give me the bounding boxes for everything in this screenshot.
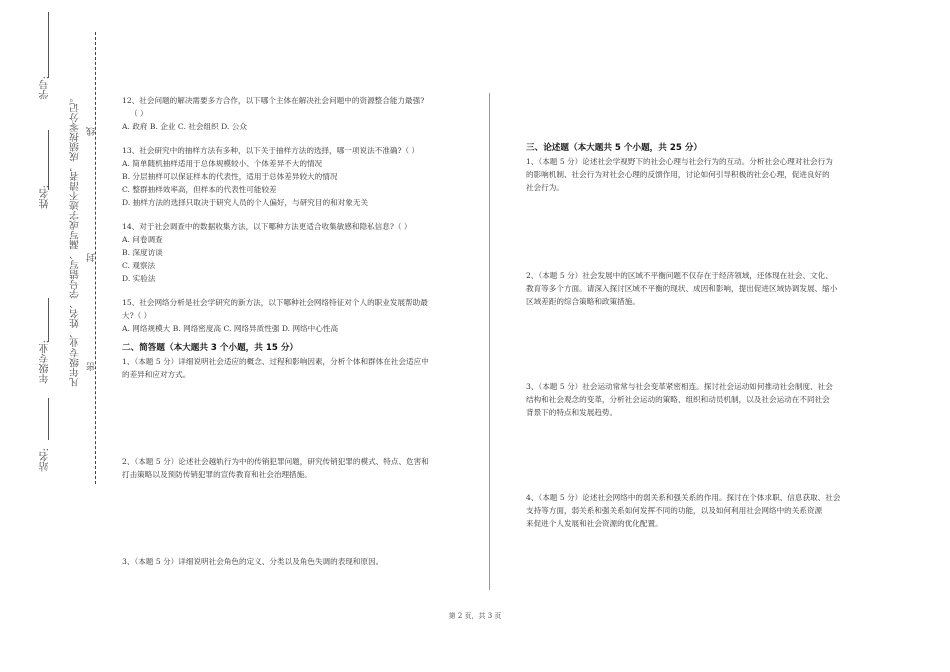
short-answer-3-line1: 3、（本题 5 分）详细说明社会角色的定义、分类以及角色失调的表现和原因。 bbox=[122, 557, 384, 566]
essay-1-line3: 社会行为。 bbox=[526, 183, 564, 192]
essay-2-line1: 2、（本题 5 分）社会发展中的区域不平衡问题不仅存在于经济领域，还体现在社会、文化、 bbox=[526, 271, 833, 280]
q15-stem-line2: 大?（ ） bbox=[122, 311, 152, 320]
column-divider bbox=[489, 93, 490, 590]
section2-title: 二、简答题（本大题共 3 个小题，共 15 分） bbox=[122, 343, 299, 353]
q14-option-b: B. 深度访谈 bbox=[122, 248, 163, 257]
short-answer-2-line2: 打击策略以及预防传销犯罪的宣传教育和社会治理措施。 bbox=[122, 470, 312, 479]
seal-mark-mi: 密 bbox=[87, 362, 97, 371]
essay-block-2 bbox=[526, 269, 876, 308]
q12-bracket: （ ） bbox=[130, 109, 148, 118]
binding-notice: 凡年级专业、姓名、学号错写、漏写或字迹不清者，成绩按零分记。 bbox=[70, 93, 81, 387]
seal-dashed-line bbox=[95, 32, 96, 484]
venue-underline bbox=[48, 398, 49, 440]
q12-stem: 12、社会问题的解决需要多方合作，以下哪个主体在解决社会问题中的资源整合能力最强? bbox=[122, 96, 425, 105]
student-id-label: 学号: bbox=[40, 76, 51, 100]
seal-mark-xian: 线 bbox=[87, 127, 97, 136]
essay-3-line2: 结构和社会观念的变革，分析社会运动的策略、组织和动员机制，以及社会运动在不同社会 bbox=[526, 395, 830, 404]
essay-3-line3: 背景下的特点和发展趋势。 bbox=[526, 408, 618, 417]
short-answer-2 bbox=[122, 455, 482, 481]
short-answer-2-line1: 2、（本题 5 分）论述社会越轨行为中的传销犯罪问题，研究传销犯罪的模式、特点、危害和 bbox=[122, 457, 429, 466]
q12-options: A. 政府 B. 企业 C. 社会组织 D. 公众 bbox=[122, 122, 247, 131]
q14-option-d: D. 实验法 bbox=[122, 274, 156, 283]
q14-option-a: A. 问卷调查 bbox=[122, 235, 163, 244]
q13-stem: 13、社会研究中的抽样方法有多种，以下关于抽样方法的选择，哪一项说法不准确?（ ） bbox=[122, 146, 420, 155]
left-column bbox=[122, 94, 482, 381]
essay-block-3 bbox=[526, 380, 876, 419]
q13-option-a: A. 简单随机抽样适用于总体规模较小、个体差异不大的情况 bbox=[122, 159, 323, 168]
grade-major-underline bbox=[48, 298, 49, 342]
essay-block-1 bbox=[526, 141, 876, 194]
q14-option-c: C. 观察法 bbox=[122, 261, 156, 270]
essay-block-4 bbox=[526, 491, 876, 530]
name-label: 姓名: bbox=[40, 185, 51, 209]
q15-stem-line1: 15、社会网络分析是社会学研究的新方法，以下哪种社会网络特征对个人的职业发展帮助最 bbox=[122, 298, 428, 307]
name-underline bbox=[48, 130, 49, 190]
essay-1-line2: 的影响机制、社会行为对社会心理的反馈作用，讨论如何引导积极的社会心理，促进良好的 bbox=[526, 170, 830, 179]
short-answer-1-line1: 1、（本题 5 分）详细说明社会适应的概念、过程和影响因素，分析个体和群体在社会适应中 bbox=[122, 357, 429, 366]
seal-mark-feng: 封 bbox=[87, 253, 97, 262]
q14-stem: 14、对于社会调查中的数据收集方法，以下哪种方法更适合收集敏感和隐私信息?（ ） bbox=[122, 222, 412, 231]
page-number: 第 2 页，共 3 页 bbox=[448, 612, 502, 620]
essay-3-line1: 3、（本题 5 分）社会运动常常与社会变革紧密相连。探讨社会运动如何推动社会制度、社会 bbox=[526, 382, 833, 391]
essay-1-line1: 1、（本题 5 分）论述社会学视野下的社会心理与社会行为的互动。分析社会心理对社会行为 bbox=[526, 157, 833, 166]
short-answer-1-line2: 的差异和应对方式。 bbox=[122, 370, 191, 379]
section3-title: 三、论述题（本大题共 5 个小题，共 25 分） bbox=[526, 143, 703, 153]
essay-4-line1: 4、（本题 5 分）论述社会网络中的弱关系和强关系的作用。探讨在个体求职、信息获取、社会 bbox=[526, 493, 841, 502]
q15-options: A. 网络规模大 B. 网络密度高 C. 网络异质性强 D. 网络中心性高 bbox=[122, 324, 339, 333]
essay-4-line2: 支持等方面，弱关系和强关系如何发挥不同的功能，以及如何利用社会网络中的关系资源 bbox=[526, 506, 823, 515]
student-id-underline bbox=[48, 12, 49, 78]
venue-label: 站名: bbox=[40, 448, 51, 472]
q13-option-c: C. 整群抽样效率高，但样本的代表性可能较差 bbox=[122, 185, 277, 194]
essay-2-line2: 教育等多个方面。请深入探讨区域不平衡的现状、成因和影响，提出促进区域协调发展、缩小 bbox=[526, 284, 838, 293]
grade-major-label: 年级专业: bbox=[40, 340, 51, 384]
q13-option-d: D. 抽样方法的选择只取决于研究人员的个人偏好，与研究目的和对象无关 bbox=[122, 198, 369, 207]
essay-4-line3: 来促进个人发展和社会资源的优化配置。 bbox=[526, 519, 663, 528]
essay-2-line3: 区域差距的综合策略和政策措施。 bbox=[526, 297, 640, 306]
short-answer-3 bbox=[122, 555, 482, 568]
q13-option-b: B. 分层抽样可以保证样本的代表性，适用于总体差异较大的情况 bbox=[122, 172, 338, 181]
